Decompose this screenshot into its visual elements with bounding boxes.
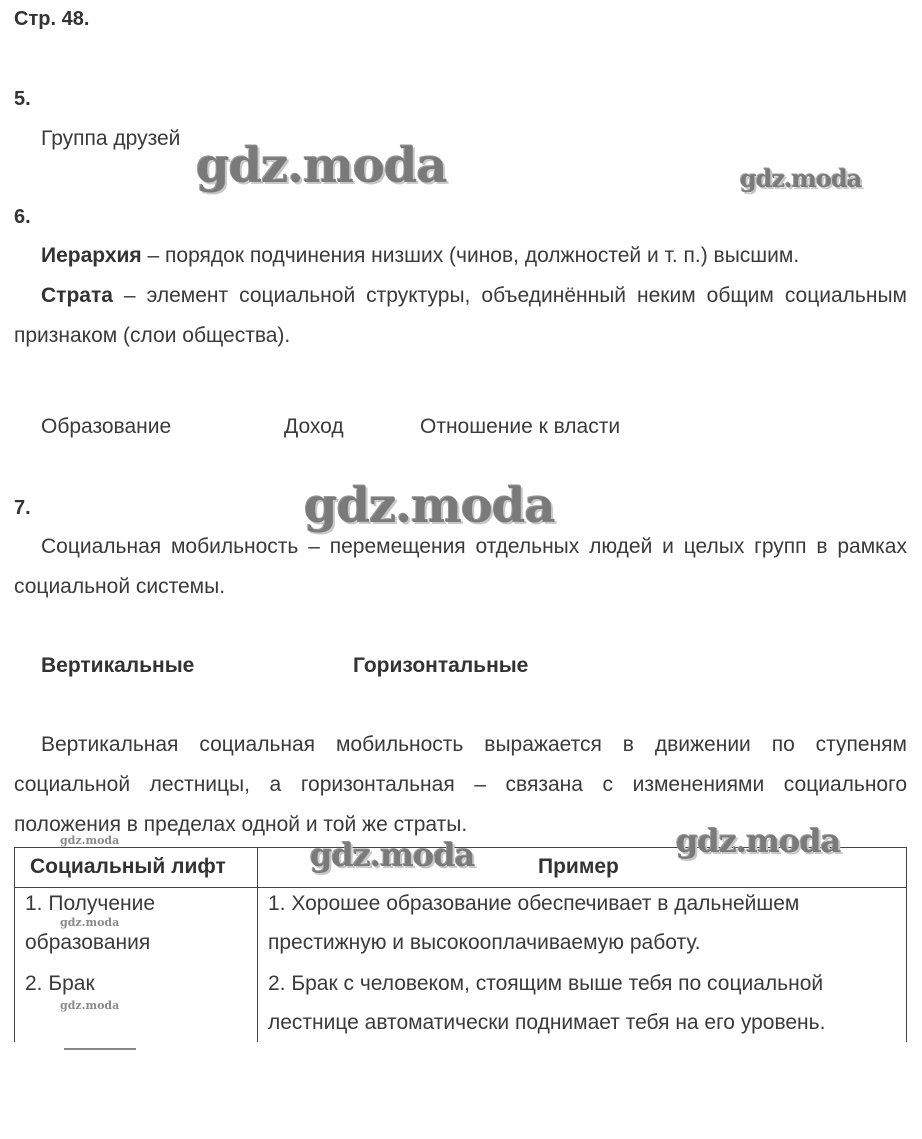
table-header-example: Пример xyxy=(538,855,619,878)
task-5-answer: Группа друзей xyxy=(41,127,181,150)
strata-term: Страта xyxy=(41,284,113,307)
hierarchy-definition xyxy=(41,244,799,268)
criterion-income: Доход xyxy=(284,415,344,438)
table-row-1-example-line2: престижную и высокооплачиваемую работу. xyxy=(268,931,701,954)
watermark: gdz.moda xyxy=(60,916,120,929)
task-5-number: 5. xyxy=(14,88,31,110)
table-row-2-lift-line1: 2. Брак xyxy=(25,972,95,995)
hierarchy-term: Иерархия xyxy=(41,244,142,267)
page-label: Стр. 48. xyxy=(14,8,90,30)
table-row-1-lift-line1: 1. Получение xyxy=(25,892,156,915)
watermark: gdz.moda xyxy=(60,834,120,847)
watermark: gdz.moda xyxy=(676,822,841,860)
mobility-definition: Социальная мобильность – перемещения отдельных людей и целых групп в рамках социальной системы. xyxy=(14,535,907,598)
type-horizontal: Горизонтальные xyxy=(353,654,529,677)
task-6-number: 6. xyxy=(14,206,31,228)
strata-text: – элемент социальной структуры, объединённый неким общим социальным признаком (слои общества). xyxy=(14,284,907,347)
table-row-2-example-line2: лестнице автоматически поднимает тебя на его уровень. xyxy=(268,1011,826,1034)
mobility-explanation: Вертикальная социальная мобильность выражается в движении по ступеням социальной лестницы, а горизонтальная – связана с изменениями социального положения в пределах одной и той же страты. xyxy=(14,733,907,836)
watermark: gdz.moda xyxy=(304,478,555,534)
watermark: gdz.moda xyxy=(60,999,120,1012)
table-row-2-example-line1: 2. Брак с человеком, стоящим выше тебя по социальной xyxy=(268,972,824,995)
table-border-right xyxy=(906,847,907,1042)
table-header-lift: Социальный лифт xyxy=(30,855,226,878)
strata-definition xyxy=(14,276,907,356)
criterion-power: Отношение к власти xyxy=(420,415,621,438)
table-row-1-example-line1: 1. Хорошее образование обеспечивает в дальнейшем xyxy=(268,892,800,915)
type-vertical: Вертикальные xyxy=(41,654,195,677)
table-row-1-lift-line2: образования xyxy=(25,931,151,954)
social-lift-table xyxy=(14,847,907,1042)
watermark: gdz.moda xyxy=(310,836,475,874)
table-column-divider xyxy=(257,847,258,1042)
criterion-education: Образование xyxy=(41,415,172,438)
task-7-number: 7. xyxy=(14,497,31,519)
footer-rule xyxy=(64,1048,136,1050)
watermark: gdz.moda xyxy=(740,164,862,193)
table-border-left xyxy=(14,847,15,1042)
watermark: gdz.moda xyxy=(196,138,447,194)
hierarchy-text: – порядок подчинения низших (чинов, должностей и т. п.) высшим. xyxy=(141,244,800,267)
